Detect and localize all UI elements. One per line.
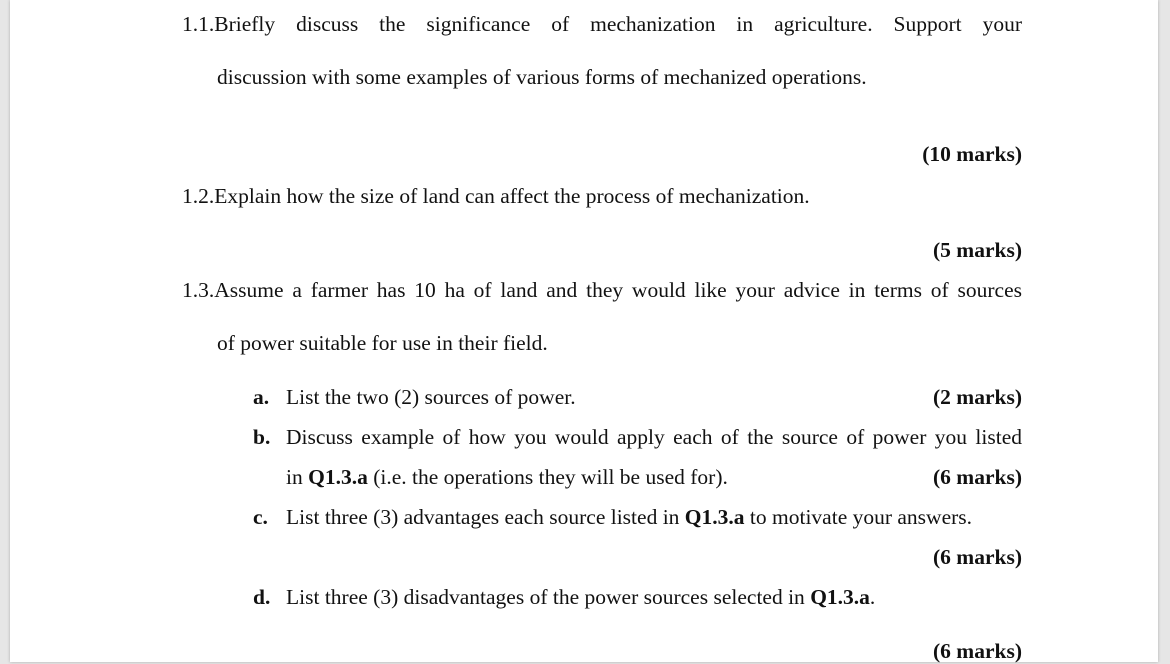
q1-3-c-pre: List three (3) advantages each source listed in: [286, 505, 685, 529]
q1-3-b-label-line: [253, 424, 286, 450]
q1-3-c-post: to motivate your answers.: [744, 505, 973, 529]
q1-3-c-ref: Q1.3.a: [684, 505, 745, 529]
q1-3-d-label: d.: [253, 585, 271, 609]
q1-3-a-item: [253, 384, 576, 410]
q1-3-c-label: c.: [253, 505, 268, 529]
q1-3-line-1: 1.3.Assume a farmer has 10 ha of land and they would like your advice in terms of sources: [182, 278, 1022, 302]
q1-3-b-ref: Q1.3.a: [308, 465, 368, 489]
q1-3-b-line-1: Discuss example of how you would apply each of the source of power you listed: [286, 425, 1022, 449]
q1-1-line-2: discussion with some examples of various forms of mechanized operations.: [217, 65, 867, 89]
q1-3-d-marks: (6 marks): [933, 639, 1022, 663]
q1-3-c-marks: (6 marks): [933, 545, 1022, 569]
document-page: [10, 0, 1158, 662]
q1-2-marks: (5 marks): [933, 238, 1022, 262]
q1-3-line-2: of power suitable for use in their field.: [217, 331, 548, 355]
q1-3-d-pre: List three (3) disadvantages of the power sources selected in: [286, 585, 811, 609]
q1-3-c-item: [253, 504, 972, 530]
q1-1-line-1: 1.1.Briefly discuss the significance of mechanization in agriculture. Support your: [182, 12, 1022, 36]
q1-3-b-line-2-pre: in: [286, 465, 309, 489]
q1-3-a-text: List the two (2) sources of power.: [286, 385, 576, 409]
q1-3-d-post: .: [869, 585, 876, 609]
q1-3-a-label: a.: [253, 385, 270, 409]
q1-1-marks: (10 marks): [922, 142, 1022, 166]
q1-3-b-line-2: [286, 464, 728, 490]
q1-3-a-marks: (2 marks): [933, 385, 1022, 409]
q1-2-line-1: 1.2.Explain how the size of land can affect the process of mechanization.: [182, 184, 810, 208]
q1-3-b-label: b.: [253, 425, 271, 449]
q1-3-d-ref: Q1.3.a: [810, 585, 870, 609]
q1-3-b-line-2-post: (i.e. the operations they will be used for).: [367, 465, 728, 489]
q1-3-d-item: [253, 584, 875, 610]
q1-3-b-marks: (6 marks): [933, 465, 1022, 489]
